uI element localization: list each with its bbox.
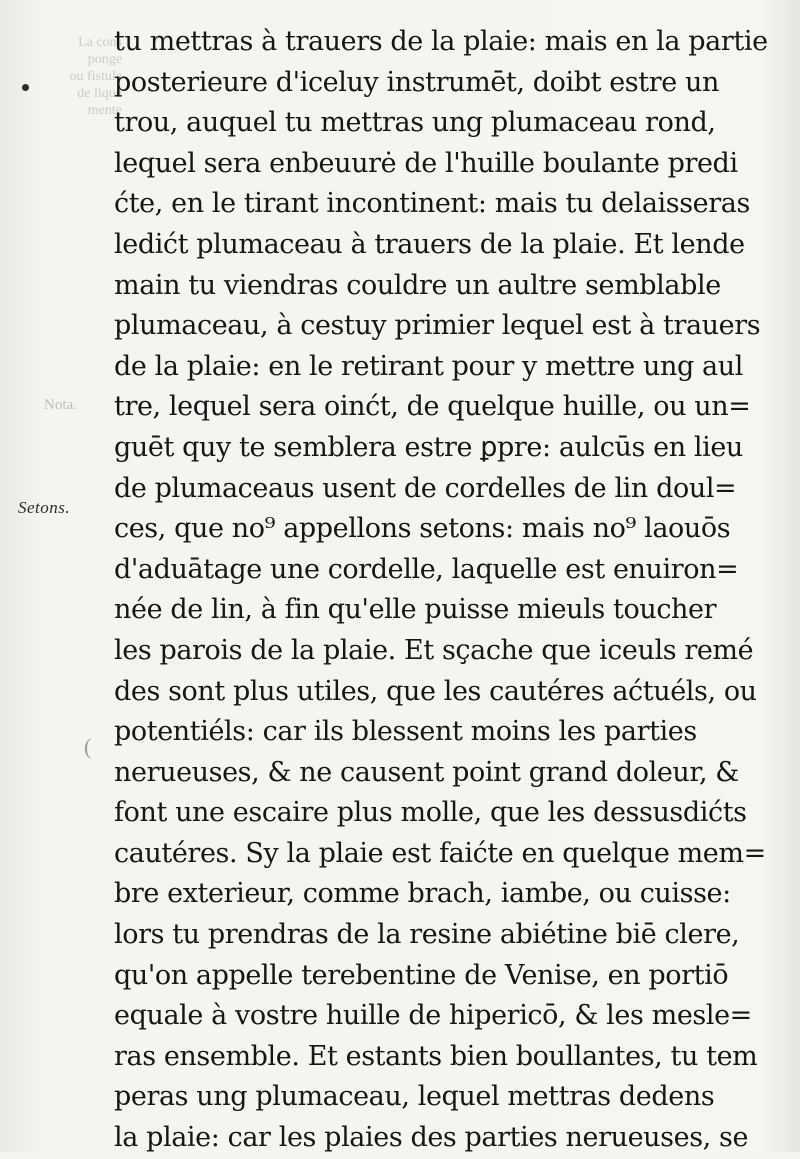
text-line: equale à vostre huille de hipericō, & les mesle= (114, 1000, 752, 1032)
text-line: plumaceau, à cestuy primier lequel est à trauers (114, 310, 761, 342)
text-line: née de lin, à fin qu'elle puisse mieuls toucher (114, 594, 717, 626)
bleed-line: mente (87, 103, 122, 118)
text-line: posterieure d'iceluy instrumēt, doibt estre un (114, 66, 719, 98)
text-line: ćte, en le tirant incontinent: mais tu delaisseras (114, 188, 750, 220)
margin-dot-icon (22, 84, 29, 91)
bleed-line: de lique (77, 86, 122, 101)
text-line: peras ung plumaceau, lequel mettras dedens (114, 1081, 715, 1113)
text-line: des sont plus utiles, que les cautéres aćtuéls, ou (114, 675, 757, 707)
text-line: tre, lequel sera oinćt, de quelque huille, ou un= (114, 391, 751, 423)
text-line: d'aduātage une cordelle, laquelle est enuiron= (114, 553, 739, 585)
margin-paren-mark: ( (84, 734, 92, 759)
bleed-line: ou fistule (69, 69, 122, 84)
bleed-line: ponge (87, 52, 122, 67)
text-line: bre exterieur, comme brach, iambe, ou cuisse: (114, 878, 731, 910)
text-line: trou, auquel tu mettras ung plumaceau rond, (114, 107, 716, 139)
bleed-through-text (52, 34, 122, 119)
text-line: font une escaire plus molle, que les dessusdićts (114, 797, 747, 829)
text-line: nerueuses, & ne causent point grand doleur, & (114, 756, 739, 788)
text-line: la plaie: car les plaies des parties nerueuses, se (114, 1122, 749, 1154)
text-line: guēt quy te semblera estre ꝑpre: aulcūs en lieu (114, 431, 743, 463)
text-line: les parois de la plaie. Et sçache que iceuls remé (114, 634, 754, 666)
text-line: de la plaie: en le retirant pour y mettre ung aul (114, 350, 743, 382)
text-line: ces, que no⁹ appellons setons: mais no⁹ laouōs (114, 513, 731, 545)
text-line: cautéres. Sy la plaie est faićte en quelque mem= (114, 837, 766, 869)
text-line: potentiéls: car ils blessent moins les parties (114, 716, 697, 748)
text-line: ras ensemble. Et estants bien boullantes, tu tem (114, 1040, 758, 1072)
marginal-note-setons: Setons. (18, 498, 71, 517)
text-line: ledićt plumaceau à trauers de la plaie. Et lende (114, 228, 745, 260)
text-line: de plumaceaus usent de cordelles de lin doul= (114, 472, 737, 504)
text-line: qu'on appelle terebentine de Venise, en portiō (114, 959, 729, 991)
text-line: lequel sera enbeuurė de l'huille boulante predi (114, 147, 738, 179)
text-line: lors tu prendras de la resine abiétine biē clere, (114, 919, 740, 951)
bleed-line: La cons (78, 35, 122, 50)
text-line: tu mettras à trauers de la plaie: mais en la partie (114, 26, 768, 57)
body-text (114, 22, 774, 1159)
bleed-through-nota: Nota. (44, 397, 77, 413)
text-line: main tu viendras couldre un aultre semblable (114, 269, 721, 301)
